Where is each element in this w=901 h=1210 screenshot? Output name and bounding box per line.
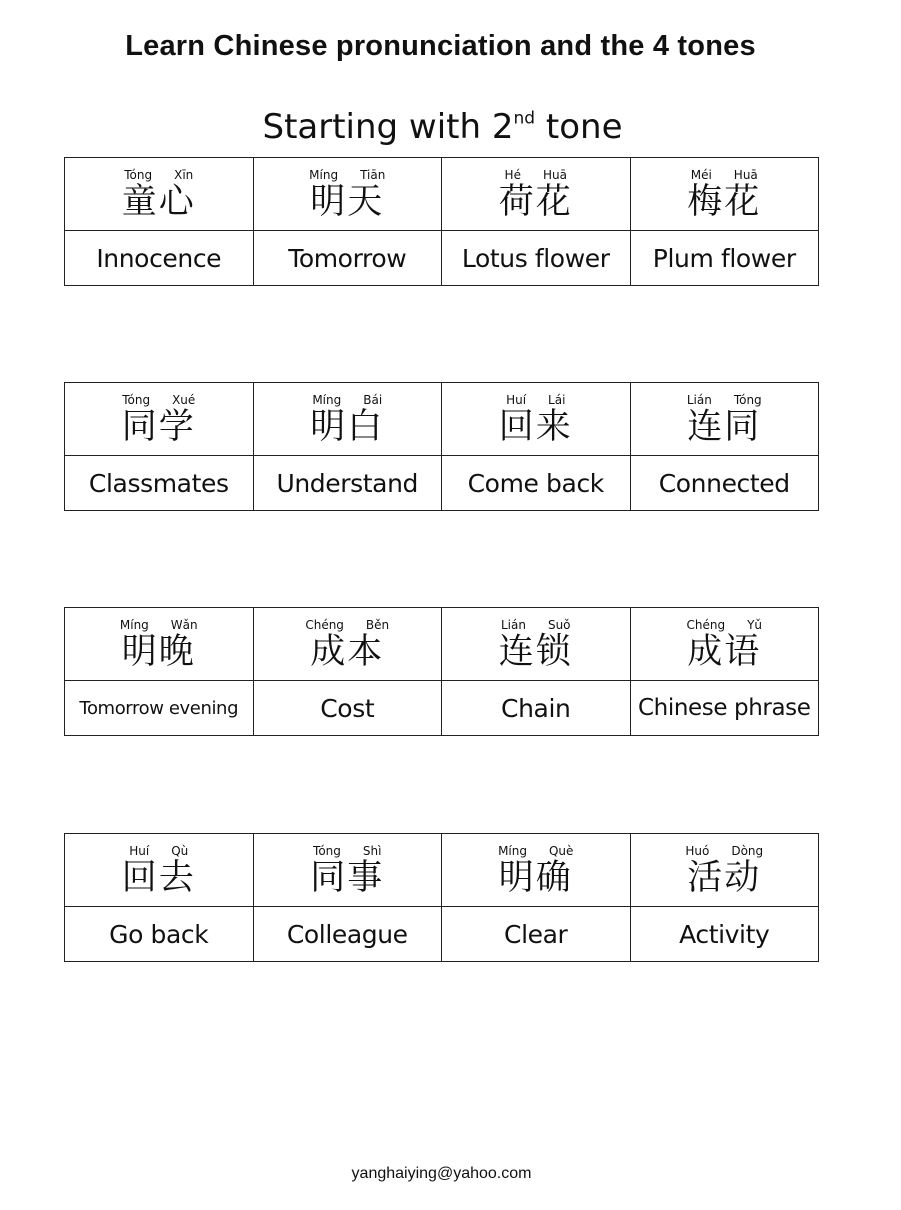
pinyin-syllable: Shì [362, 844, 382, 858]
pinyin-syllable: Wǎn [170, 618, 198, 632]
english-meaning: Chinese phrase [638, 695, 811, 721]
pinyin [442, 393, 630, 407]
pinyin-syllable: Bái [363, 393, 383, 407]
pinyin-syllable: Yǔ [747, 618, 763, 632]
pinyin-syllable: Míng [312, 393, 342, 407]
english-cell [630, 456, 819, 511]
chinese-cell [442, 158, 631, 231]
english-meaning: Lotus flower [461, 243, 610, 273]
vocab-table-1 [64, 157, 819, 286]
pinyin-syllable: Běn [365, 618, 390, 632]
english-cell [253, 907, 442, 962]
chinese-cell [253, 158, 442, 231]
english-meaning: Connected [658, 468, 790, 498]
chinese-characters: 连同 [687, 407, 762, 447]
chinese-characters: 明确 [498, 858, 573, 898]
chinese-cell [442, 834, 631, 907]
english-cell [442, 231, 631, 286]
pinyin [254, 393, 442, 407]
pinyin [631, 393, 819, 407]
chinese-cell [65, 608, 254, 681]
pinyin-syllable: Chéng [686, 618, 726, 632]
english-meaning: Go back [109, 919, 209, 949]
english-meaning: Innocence [96, 243, 222, 273]
pinyin-syllable: Xué [172, 393, 196, 407]
chinese-cell [630, 834, 819, 907]
pinyin [254, 844, 442, 858]
pinyin [631, 618, 819, 632]
english-meaning: Plum flower [652, 243, 796, 273]
pinyin-syllable: Míng [309, 168, 339, 182]
chinese-characters: 同学 [121, 407, 196, 447]
chinese-cell [253, 834, 442, 907]
chinese-characters: 回去 [121, 858, 196, 898]
pinyin-syllable: Huā [733, 168, 758, 182]
pinyin-syllable: Qù [171, 844, 189, 858]
subtitle-ordinal: nd [513, 108, 536, 129]
chinese-cell [442, 608, 631, 681]
pinyin-syllable: Míng [119, 618, 149, 632]
pinyin-syllable: Huó [685, 844, 710, 858]
pinyin [442, 618, 630, 632]
pinyin [254, 168, 442, 182]
pinyin-syllable: Tóng [122, 393, 151, 407]
pinyin-syllable: Què [548, 844, 574, 858]
vocab-table-4 [64, 833, 819, 962]
chinese-cell [65, 834, 254, 907]
pinyin-syllable: Míng [498, 844, 527, 858]
chinese-characters: 童心 [121, 182, 196, 222]
page-title: Learn Chinese pronunciation and the 4 tones [125, 30, 756, 62]
english-meaning: Classmates [88, 468, 229, 498]
english-cell [630, 681, 819, 736]
english-meaning: Cost [320, 693, 375, 723]
english-meaning: Tomorrow evening [79, 697, 239, 719]
pinyin [631, 168, 819, 182]
pinyin [65, 168, 253, 182]
english-cell [442, 456, 631, 511]
chinese-characters: 成语 [687, 632, 762, 672]
pinyin [65, 393, 253, 407]
chinese-characters: 连锁 [498, 632, 573, 672]
english-cell [442, 681, 631, 736]
pinyin-syllable: Hé [504, 168, 521, 182]
chinese-cell [65, 158, 254, 231]
vocab-table-3 [64, 607, 819, 736]
pinyin-syllable: Lái [548, 393, 566, 407]
english-cell [65, 456, 254, 511]
english-meaning: Colleague [286, 919, 408, 949]
chinese-cell [630, 158, 819, 231]
pinyin-syllable: Chéng [305, 618, 344, 632]
chinese-characters: 荷花 [498, 182, 573, 222]
chinese-characters: 明白 [310, 407, 385, 447]
chinese-characters: 回来 [498, 407, 573, 447]
english-meaning: Chain [501, 693, 571, 723]
pinyin [254, 618, 442, 632]
pinyin [65, 844, 253, 858]
english-cell [630, 231, 819, 286]
chinese-cell [442, 383, 631, 456]
pinyin-syllable: Méi [690, 168, 712, 182]
english-meaning: Understand [276, 468, 419, 498]
subtitle-end: tone [535, 107, 623, 147]
chinese-characters: 同事 [310, 858, 385, 898]
subtitle [0, 107, 885, 147]
pinyin-syllable: Huā [542, 168, 567, 182]
pinyin-syllable: Xīn [174, 168, 194, 182]
pinyin-syllable: Tiān [360, 168, 386, 182]
english-cell [442, 907, 631, 962]
pinyin-syllable: Tóng [124, 168, 153, 182]
english-cell [65, 907, 254, 962]
pinyin-syllable: Tóng [313, 844, 341, 858]
english-meaning: Come back [467, 468, 604, 498]
pinyin-syllable: Huí [506, 393, 527, 407]
chinese-characters: 活动 [687, 858, 762, 898]
english-meaning: Tomorrow [288, 243, 407, 273]
english-cell [65, 681, 254, 736]
pinyin-syllable: Dòng [731, 844, 764, 858]
english-cell [630, 907, 819, 962]
english-meaning: Clear [504, 919, 568, 949]
pinyin-syllable: Tóng [733, 393, 762, 407]
chinese-characters: 梅花 [687, 182, 762, 222]
vocab-table-2 [64, 382, 819, 511]
chinese-characters: 成本 [310, 632, 385, 672]
english-cell [65, 231, 254, 286]
pinyin [65, 618, 253, 632]
chinese-cell [65, 383, 254, 456]
english-cell [253, 231, 442, 286]
english-cell [253, 456, 442, 511]
subtitle-main: Starting with 2 [262, 107, 514, 147]
chinese-cell [630, 383, 819, 456]
pinyin [442, 844, 630, 858]
pinyin-syllable: Suǒ [547, 618, 571, 632]
pinyin-syllable: Huí [129, 844, 150, 858]
chinese-characters: 明晚 [121, 632, 196, 672]
english-cell [253, 681, 442, 736]
english-meaning: Activity [679, 919, 770, 949]
chinese-characters: 明天 [310, 182, 385, 222]
pinyin-syllable: Lián [500, 618, 526, 632]
pinyin [442, 168, 630, 182]
chinese-cell [630, 608, 819, 681]
chinese-cell [253, 383, 442, 456]
pinyin-syllable: Lián [686, 393, 712, 407]
chinese-cell [253, 608, 442, 681]
footer-email: yanghaiying@yahoo.com [351, 1165, 532, 1182]
pinyin [631, 844, 819, 858]
